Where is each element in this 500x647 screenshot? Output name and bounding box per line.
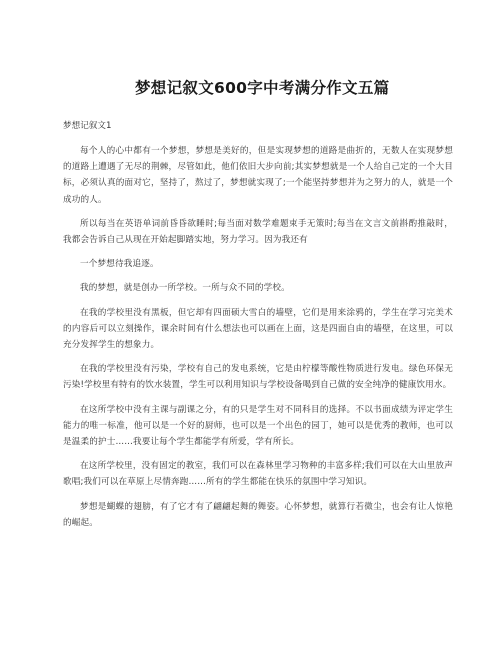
paragraph-9: 梦想是蝴蝶的翅膀，有了它才有了翩翩起舞的舞姿。心怀梦想，就算行若微尘，也会有让人惊艳的崛起。	[63, 501, 453, 528]
document-title: 梦想记叙文600字中考满分作文五篇	[135, 79, 390, 97]
paragraph-4: 我的梦想，就是创办一所学校。一所与众不同的学校。	[80, 283, 290, 294]
paragraph-2: 所以每当在英语单词前昏昏欲睡时;每当面对数学难题束手无策时;每当在文言文前斟酌推敲时，我都会告诉自己从现在开始起脚踏实地，努力学习。因为我还有	[63, 218, 453, 246]
paragraph-6: 在我的学校里没有污染，学校有自己的发电系统，它是由柠檬等酸性物质进行发电。绿色环保无污染!学校里有特有的饮水装置，学生可以利用知识与学校设备喝到自己做的安全纯净的健康饮用水。	[63, 364, 453, 391]
paragraph-7: 在这所学校中没有主课与副课之分，有的只是学生对不同科目的选择。不以书面成绩为评定学生能力的唯一标准，他可以是一个好的厨师，也可以是一个出色的园丁，她可以是优秀的教师，也可以是温柔的护士……我要让每个学生都能学有所爱，学有所长。	[63, 404, 453, 448]
paragraph-5: 在我的学校里没有黑板，但它却有四面硕大雪白的墙壁，它们是用来涂鸦的，学生在学习完美术的内容后可以立刻操作，课余时间有什么想法也可以画在上面，这是四面自由的墙壁，在这里，可以充分发挥学生的想象力。	[63, 307, 453, 351]
section-heading: 梦想记叙文1	[63, 121, 112, 131]
paragraph-3: 一个梦想待我追逐。	[80, 259, 159, 270]
paragraph-1: 每个人的心中都有一个梦想，梦想是美好的，但是实现梦想的道路是曲折的，无数人在实现梦想的道路上遭遇了无尽的荆棘，尽管如此，他们依旧大步向前;其实梦想就是一个人给自己定的一个大目标，必须认真的面对它，坚持了，熬过了，梦想就实现了;一个能坚持梦想并为之努力的人，就是一个成功的人。	[63, 146, 453, 205]
paragraph-8: 在这所学校里，没有固定的教室，我们可以在森林里学习物种的丰富多样;我们可以在大山里放声歌唱;我们可以在草原上尽情奔跑……所有的学生都能在快乐的氛围中学习知识。	[63, 461, 453, 488]
